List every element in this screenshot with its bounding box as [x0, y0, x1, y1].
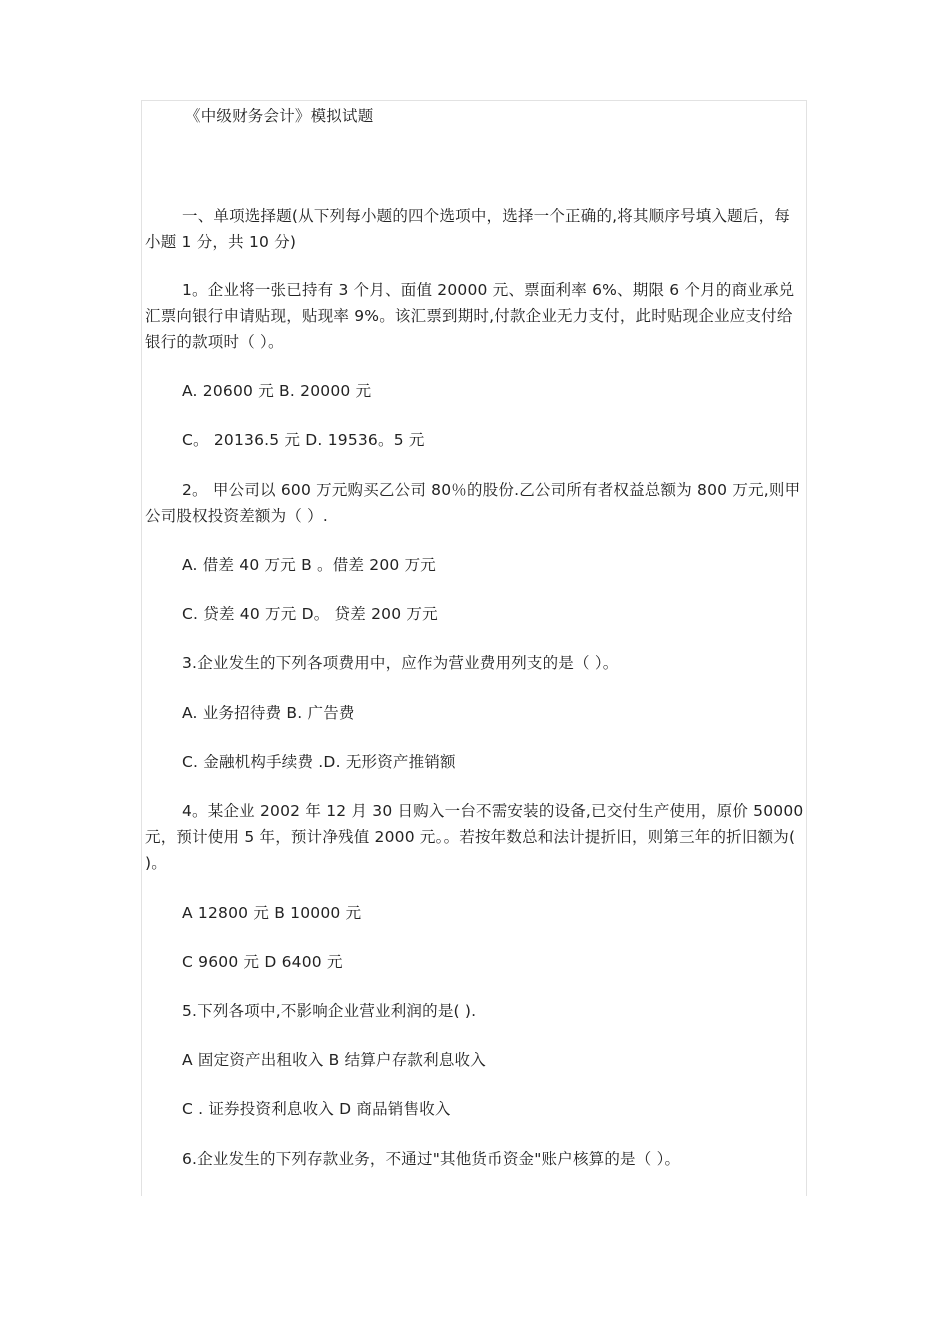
document-title: 《中级财务会计》模拟试题 [185, 107, 374, 125]
question-1-stem: 1。企业将一张已持有 3 个月、面值 20000 元、票面利率 6%、期限 6 个月的商业承兑汇票向银行申请贴现，贴现率 9%。该汇票到期时,付款企业无力支付，此时贴现企业应支付给银行的款项时（ ）。 [145, 281, 795, 351]
question-2-stem: 2。 甲公司以 600 万元购买乙公司 80％的股份.乙公司所有者权益总额为 800 万元,则甲公司股权投资差额为（ ）. [145, 481, 801, 525]
question-5-options-ab: A 固定资产出租收入 B 结算户存款利息收入 [182, 1051, 486, 1069]
question-2-options-ab: A. 借差 40 万元 B 。借差 200 万元 [182, 556, 436, 574]
question-5-stem: 5.下列各项中,不影响企业营业利润的是( ). [182, 1002, 477, 1020]
question-1-options-ab: A. 20600 元 B. 20000 元 [182, 382, 372, 400]
question-5-options-cd: C . 证券投资利息收入 D 商品销售收入 [182, 1100, 451, 1118]
question-4-stem: 4。某企业 2002 年 12 月 30 日购入一台不需安装的设备,已交付生产使用，原价 50000 元，预计使用 5 年，预计净残值 2000 元。。若按年数总和法计提折旧，则第三年的折旧额为( )。 [145, 802, 804, 872]
document-frame [141, 100, 807, 1196]
question-1-options-cd: C。 20136.5 元 D. 19536。5 元 [182, 431, 425, 449]
question-6-stem: 6.企业发生的下列存款业务，不通过"其他货币资金"账户核算的是（ ）。 [182, 1150, 681, 1168]
question-3-options-cd: C. 金融机构手续费 .D. 无形资产推销额 [182, 753, 456, 771]
question-2-options-cd: C. 贷差 40 万元 D。 贷差 200 万元 [182, 605, 438, 623]
question-4-options-ab: A 12800 元 B 10000 元 [182, 904, 362, 922]
question-3-options-ab: A. 业务招待费 B. 广告费 [182, 704, 355, 722]
section-heading: 一、单项选择题(从下列每小题的四个选项中，选择一个正确的,将其顺序号填入题后，每小题 1 分，共 10 分) [145, 207, 790, 251]
question-3-stem: 3.企业发生的下列各项费用中，应作为营业费用列支的是（ ）。 [182, 654, 619, 672]
question-4-options-cd: C 9600 元 D 6400 元 [182, 953, 343, 971]
